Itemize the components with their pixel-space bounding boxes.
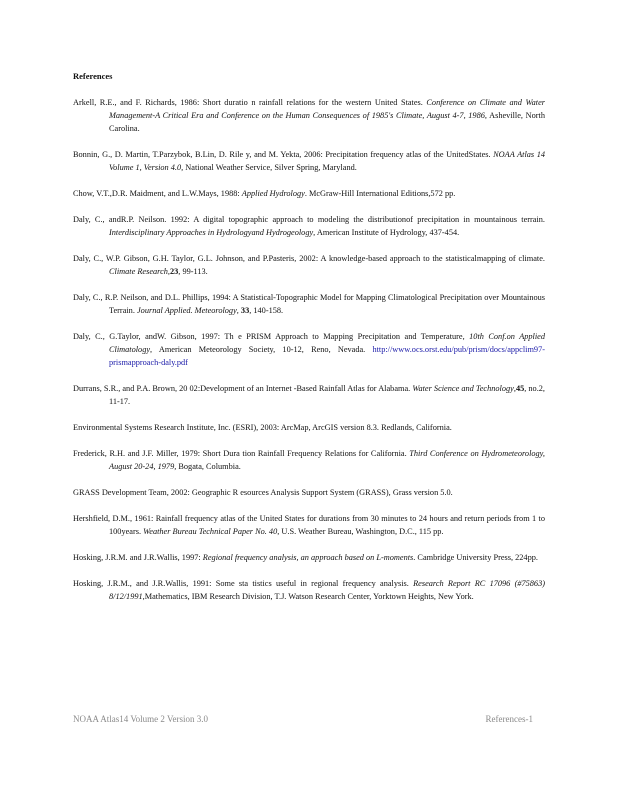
reference-entry: Hershfield, D.M., 1961: Rainfall frequency atlas of the United States for durations from 30 minutes to 24 hours and return periods from 1 to 100years. Weather Bureau Technical Paper No. 40, U.S. Weather Bureau, Washington, D.C., 115 pp. xyxy=(73,514,545,536)
reference-entry: Daly, C., W.P. Gibson, G.H. Taylor, G.L. Johnson, and P.Pasteris, 2002: A knowledge-based approach to the statisticalmapping of climate. Climate Research,23, 99-113. xyxy=(73,254,545,276)
reference-entry: Hosking, J.R.M., and J.R.Wallis, 1991: Some sta tistics useful in regional frequency analysis. Research Report RC 17096 (#75863) 8/12/1991,Mathematics, IBM Research Division, T.J. Watson Research Center, Yorktown Heights, New York. xyxy=(73,579,545,601)
reference-entry: Hosking, J.R.M. and J.R.Wallis, 1997: Regional frequency analysis, an approach based on L-moments. Cambridge University Press, 224pp. xyxy=(73,553,538,562)
reference-entry: Daly, C., andR.P. Neilson. 1992: A digital topographic approach to modeling the distributionof precipitation in mountainous terrain. Interdisciplinary Approaches in Hydrologyand Hydrogeology, American Institute of Hydrology, 437-454. xyxy=(73,215,545,237)
reference-entry: Frederick, R.H. and J.F. Miller, 1979: Short Dura tion Rainfall Frequency Relations for California. Third Conference on Hydrometeorology, August 20-24, 1979, Bogata, Columbia. xyxy=(73,449,545,471)
reference-entry: Environmental Systems Research Institute, Inc. (ESRI), 2003: ArcMap, ArcGIS version 8.3. Redlands, California. xyxy=(73,423,452,432)
references-heading: References xyxy=(73,71,113,81)
footer-page-number: References-1 xyxy=(485,714,533,724)
footer-publication: NOAA Atlas14 Volume 2 Version 3.0 xyxy=(73,714,209,724)
prism-pdf-link[interactable]: http://www.ocs.orst.edu/pub/prism/docs/appclim97-prismapproach-daly.pdf xyxy=(109,345,545,367)
references-page xyxy=(73,70,545,616)
reference-entry: Daly, C., G.Taylor, andW. Gibson, 1997: Th e PRISM Approach to Mapping Precipitation and Temperature, 10th Conf.on Applied Climatology, American Meteorology Society, 10-12, Reno, Nevada. http://www.ocs.orst.edu/pub/prism/docs/appclim97-prismapproach-daly.pdf xyxy=(73,332,545,367)
reference-entry: Durrans, S.R., and P.A. Brown, 20 02:Development of an Internet -Based Rainfall Atlas for Alabama. Water Science and Technology,45, no.2, 11-17. xyxy=(73,384,546,406)
reference-entry: Daly, C., R.P. Neilson, and D.L. Phillips, 1994: A Statistical-Topographic Model for Mapping Climatological Precipitation over Mountainous Terrain. Journal Applied. Meteorology, 33, 140-158. xyxy=(73,293,545,315)
reference-entry: GRASS Development Team, 2002: Geographic R esources Analysis Support System (GRASS), Grass version 5.0. xyxy=(73,488,453,497)
reference-entry: Bonnin, G., D. Martin, T.Parzybok, B.Lin, D. Rile y, and M. Yekta, 2006: Precipitation frequency atlas of the UnitedStates. NOAA Atlas 14 Volume 1, Version 4.0, National Weather Service, Silver Spring, Maryland. xyxy=(73,150,545,172)
reference-entry: Chow, V.T.,D.R. Maidment, and L.W.Mays, 1988: Applied Hydrology. McGraw-Hill International Editions,572 pp. xyxy=(73,189,456,198)
reference-entry: Arkell, R.E., and F. Richards, 1986: Short duratio n rainfall relations for the western United States. Conference on Climate and Water Management-A Critical Era and Conference on the Human Consequences of 1985's Climate, August 4-7, 1986, Asheville, North Carolina. xyxy=(73,98,545,133)
